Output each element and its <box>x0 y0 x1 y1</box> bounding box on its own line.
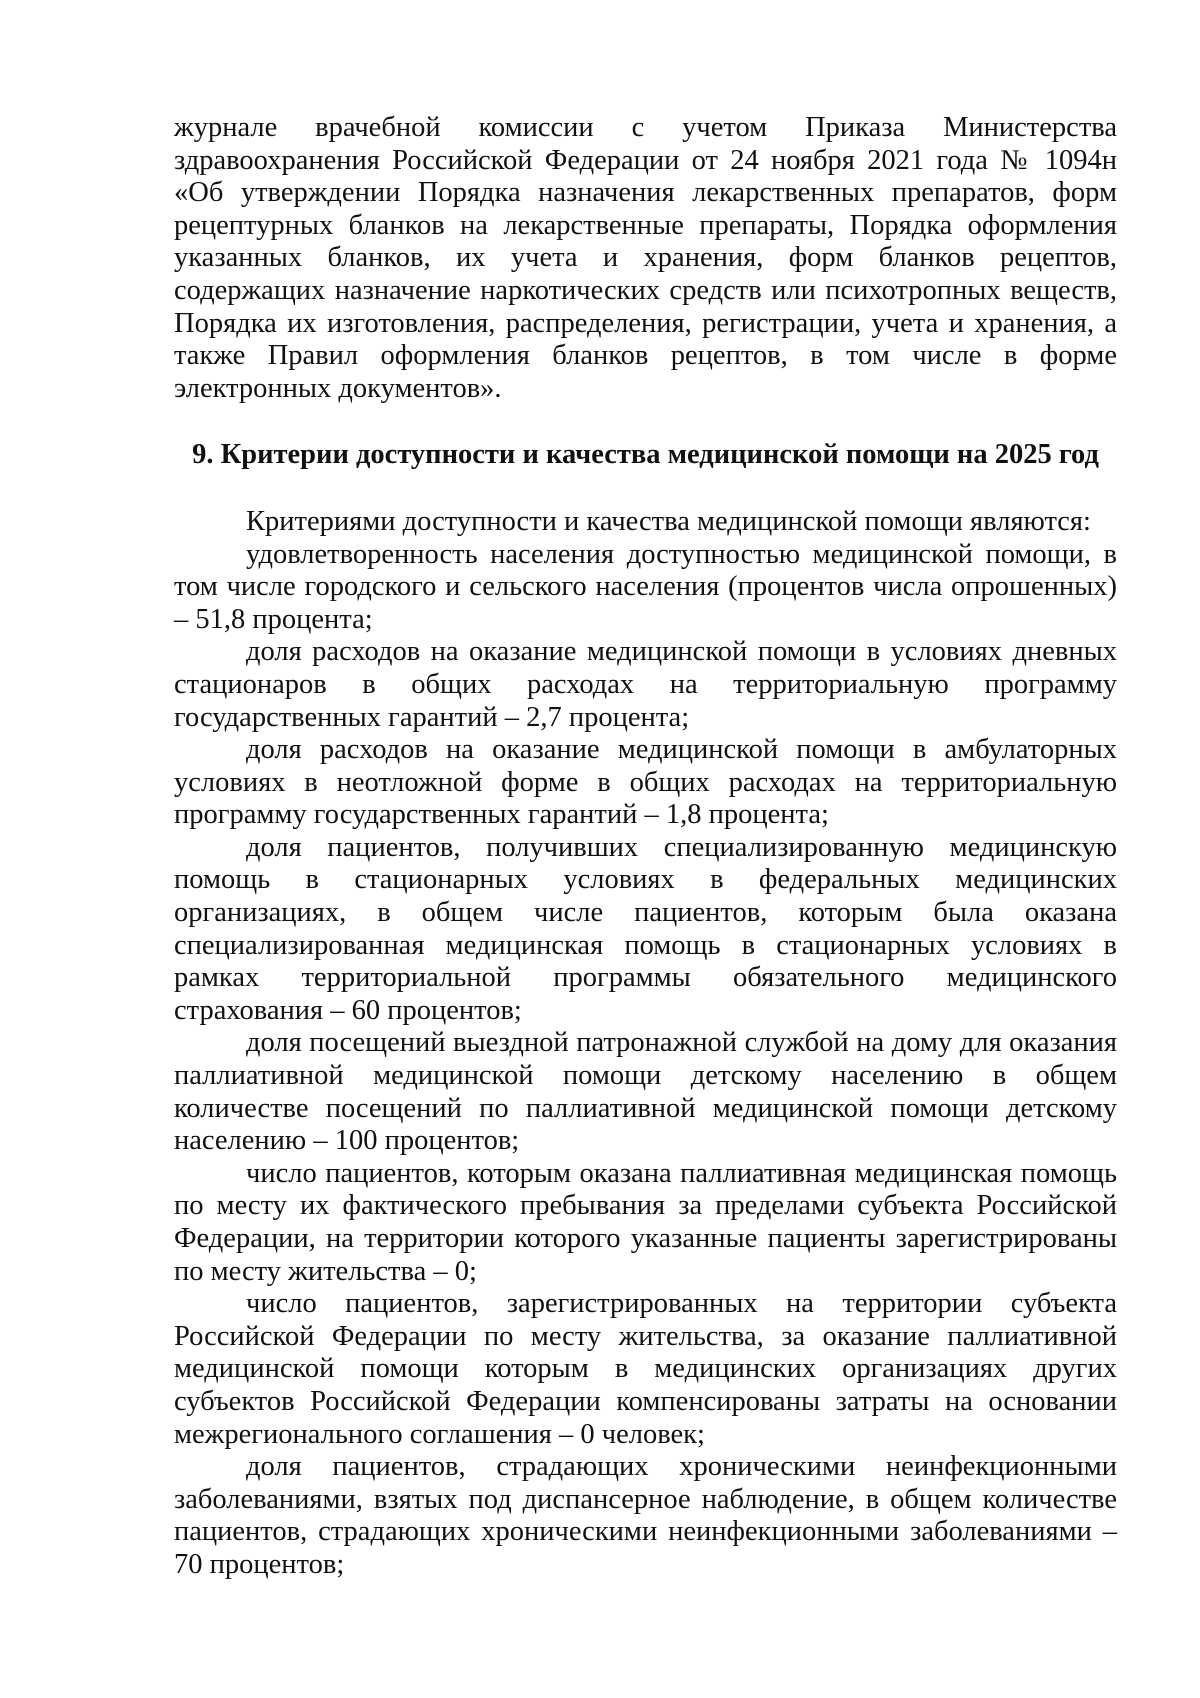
criterion-palliative-home-visits: доля посещений выездной патронажной службой на дому для оказания паллиативной медицинской помощи детскому населению в общем количестве посещений по паллиативной медицинской помощи детскому населению – 100 процентов; <box>174 1027 1117 1157</box>
criterion-emergency-outpatient-expenses: доля расходов на оказание медицинской помощи в амбулаторных условиях в неотложной форме в общих расходах на территориальную программу государственных гарантий – 1,8 процента; <box>174 734 1117 831</box>
document-page <box>174 112 1117 1582</box>
criterion-palliative-compensation: число пациентов, зарегистрированных на территории субъекта Российской Федерации по месту жительства, за оказание паллиативной медицинской помощи которым в медицинских организациях других субъектов Российской Федерации компенсированы затраты на основании межрегионального соглашения – 0 человек; <box>174 1288 1117 1450</box>
criterion-chronic-disease-observation: доля пациентов, страдающих хроническими неинфекционными заболеваниями, взятых под диспансерное наблюдение, в общем количестве пациентов, страдающих хроническими неинфекционными заболеваниями – 70 процентов; <box>174 1451 1117 1580</box>
criterion-palliative-outside-region: число пациентов, которым оказана паллиативная медицинская помощь по месту их фактического пребывания за пределами субъекта Российской Федерации, на территории которого указанные пациенты зарегистрированы по месту жительства – 0; <box>174 1157 1117 1287</box>
intro-paragraph: журнале врачебной комиссии с учетом Приказа Министерства здравоохранения Российской Федерации от 24 ноября 2021 года № 1094н «Об утверждении Порядка назначения лекарственных препаратов, форм рецептурных бланков на лекарственные препараты, Порядка оформления указанных бланков, их учета и хранения, форм бланков рецептов, содержащих назначение наркотических средств или психотропных веществ, Порядка их изготовления, распределения, регистрации, учета и хранения, а также Правил оформления бланков рецептов, в том числе в форме электронных документов». <box>174 112 1117 404</box>
criterion-federal-specialized-care: доля пациентов, получивших специализированную медицинскую помощь в стационарных условиях в федеральных медицинских организациях, в общем числе пациентов, которым была оказана специализированная медицинская помощь в стационарных условиях в рамках территориальной программы обязательного медицинского страхования – 60 процентов; <box>174 831 1117 1026</box>
criterion-day-hospital-expenses: доля расходов на оказание медицинской помощи в условиях дневных стационаров в общих расходах на территориальную программу государственных гарантий – 2,7 процента; <box>174 636 1117 733</box>
criteria-intro: Критериями доступности и качества медицинской помощи являются: <box>246 505 1091 537</box>
criterion-satisfaction: удовлетворенность населения доступностью медицинской помощи, в том числе городского и сельского населения (процентов числа опрошенных) – 51,8 процента; <box>174 538 1117 635</box>
section-heading: 9. Критерии доступности и качества медицинской помощи на 2025 год <box>192 439 1099 471</box>
